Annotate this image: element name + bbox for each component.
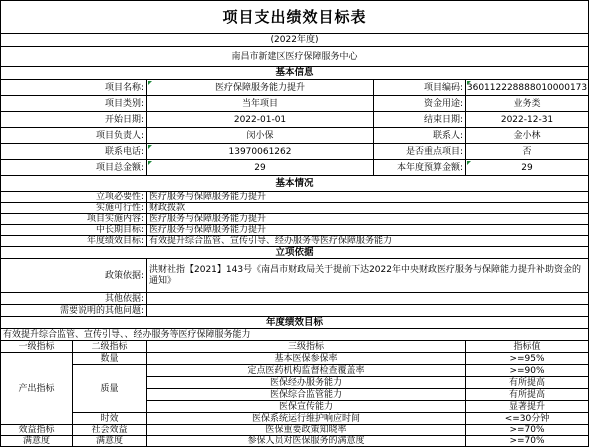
indicator-row xyxy=(147,389,589,401)
indicator-name: 定点医药机构监督检查覆盖率 xyxy=(147,365,466,376)
policy-value: 洪财社指【2021】143号《南昌市财政局关于提前下达2022年中央财政医疗服务与保障能力提升补助资金的通知》 xyxy=(147,259,589,292)
project-type-value: 当年项目 xyxy=(147,96,374,111)
level1-satisfaction: 满意度 xyxy=(0,436,73,447)
basic-row-6 xyxy=(0,160,589,176)
section-basic-situation xyxy=(0,176,589,192)
level1-benefit: 效益指标 xyxy=(0,425,73,436)
situation-label: 中长期目标: xyxy=(0,225,147,235)
indicator-value: >=90% xyxy=(466,365,589,376)
indicator-value: >=70% xyxy=(466,436,589,446)
section-annual-target xyxy=(0,317,589,329)
indicator-row xyxy=(147,401,589,413)
situation-label: 项目实施内容: xyxy=(0,214,147,224)
phone-value: 13970061262 xyxy=(147,144,374,159)
situation-row xyxy=(0,203,589,214)
indicator-name: 医保经办服务能力 xyxy=(147,377,466,388)
cell-comment-marker xyxy=(467,161,471,165)
project-code-value: 360112228888010000173 xyxy=(466,80,589,95)
level2-quantity: 数量 xyxy=(73,353,147,365)
project-type-label: 项目类别: xyxy=(0,96,147,111)
situation-value: 财政拨款 xyxy=(147,203,589,213)
situation-label: 立项必要性: xyxy=(0,192,147,202)
contact-value: 金小林 xyxy=(466,128,589,143)
section-title: 立项依据 xyxy=(0,247,589,258)
contact-label: 联系人: xyxy=(374,128,466,143)
project-name-value: 医疗保障服务能力提升 xyxy=(147,80,374,95)
indicator-name: 医保系统运行维护响应时间 xyxy=(147,413,466,424)
situation-value: 医疗服务与保障服务能力提升 xyxy=(147,214,589,224)
indicator-value: >=70% xyxy=(466,425,589,435)
title-row xyxy=(0,0,589,34)
value-header: 指标值 xyxy=(466,341,589,352)
end-date-label: 结束日期: xyxy=(374,112,466,127)
indicator-value: 显著提升 xyxy=(466,401,589,412)
level2-timeliness: 时效 xyxy=(73,413,147,425)
level3-header: 三级指标 xyxy=(147,341,466,352)
key-project-label: 是否重点项目: xyxy=(374,144,466,159)
other-basis-value xyxy=(147,293,589,304)
situation-row xyxy=(0,192,589,203)
basic-row-4 xyxy=(0,128,589,144)
phone-label: 联系电话: xyxy=(0,144,147,159)
fund-use-label: 资金用途: xyxy=(374,96,466,111)
basic-row-1 xyxy=(0,80,589,96)
total-amount-label: 项目总金额: xyxy=(0,160,147,175)
fund-use-value: 业务类 xyxy=(466,96,589,111)
project-name-label: 项目名称: xyxy=(0,80,147,95)
cell-comment-marker xyxy=(148,145,152,149)
situation-label: 实施可行性: xyxy=(0,203,147,213)
project-code-label: 项目编码: xyxy=(374,80,466,95)
level2-social: 社会效益 xyxy=(73,425,147,436)
section-title: 基本情况 xyxy=(0,176,589,191)
section-title: 基本信息 xyxy=(0,67,589,79)
indicator-name: 医保宣传能力 xyxy=(147,401,466,412)
annual-target-text: 有效提升综合监管、宣传引导、、经办服务等医疗保障服务能力 xyxy=(0,329,589,340)
cell-comment-marker xyxy=(148,161,152,165)
level1-output: 产出指标 xyxy=(0,353,73,425)
policy-row xyxy=(0,259,589,293)
key-project-value: 否 xyxy=(466,144,589,159)
situation-label: 年度绩效目标: xyxy=(0,236,147,246)
end-date-value: 2022-12-31 xyxy=(466,112,589,127)
cell-comment-marker xyxy=(148,81,152,85)
org-name: 南昌市新建区医疗保障服务中心 xyxy=(0,47,589,66)
level1-header: 一级指标 xyxy=(0,341,73,352)
indicator-value: 有所提高 xyxy=(466,389,589,400)
other-note-value xyxy=(147,305,589,316)
situation-value: 医疗服务与保障服务能力提升 xyxy=(147,192,589,202)
section-basis xyxy=(0,247,589,259)
level2-satisfaction: 满意度 xyxy=(73,436,147,447)
indicator-name: 医保综合监管能力 xyxy=(147,389,466,400)
owner-label: 项目负责人: xyxy=(0,128,147,143)
indicator-row xyxy=(147,377,589,389)
situation-value: 医疗服务与保障服务能力提升 xyxy=(147,225,589,235)
indicator-row xyxy=(147,353,589,365)
section-basic-info xyxy=(0,67,589,80)
indicator-value: <=30分钟 xyxy=(466,413,589,424)
total-amount-value: 29 xyxy=(147,160,374,175)
indicator-header xyxy=(0,341,589,353)
situation-value: 有效提升综合监管、宣传引导、经办服务等医疗保障服务能力 xyxy=(147,236,589,246)
start-date-label: 开始日期: xyxy=(0,112,147,127)
other-basis-row xyxy=(0,293,589,305)
policy-label: 政策依据: xyxy=(0,259,147,292)
indicator-row xyxy=(147,365,589,377)
basic-row-3 xyxy=(0,112,589,128)
year-row xyxy=(0,34,589,47)
other-basis-label: 其他依据: xyxy=(0,293,147,304)
cell-comment-marker xyxy=(467,81,471,85)
situation-row xyxy=(0,225,589,236)
situation-row xyxy=(0,214,589,225)
budget-amount-label: 本年度预算金额: xyxy=(374,160,466,175)
owner-value: 闵小保 xyxy=(147,128,374,143)
level2-quality: 质量 xyxy=(73,365,147,413)
basic-row-2 xyxy=(0,96,589,112)
budget-amount-value: 29 xyxy=(466,160,589,175)
other-note-row xyxy=(0,305,589,317)
indicator-row xyxy=(147,425,589,436)
indicator-name: 医保重要政策知晓率 xyxy=(147,425,466,435)
page-title: 项目支出绩效目标表 xyxy=(0,1,589,33)
level2-header: 二级指标 xyxy=(73,341,147,352)
indicator-name: 基本医保参保率 xyxy=(147,353,466,364)
basic-row-5 xyxy=(0,144,589,160)
org-row xyxy=(0,47,589,67)
indicator-name: 参保人员对医保服务的满意度 xyxy=(147,436,466,446)
situation-row xyxy=(0,236,589,247)
year-label: (2022年度) xyxy=(0,34,589,46)
start-date-value: 2022-01-01 xyxy=(147,112,374,127)
indicator-row xyxy=(147,413,589,425)
other-note-label: 需要说明的其他问题: xyxy=(0,305,147,316)
section-title: 年度绩效目标 xyxy=(0,317,589,328)
annual-target-row xyxy=(0,329,589,341)
indicator-row xyxy=(147,436,589,447)
indicator-value: >=95% xyxy=(466,353,589,364)
indicator-value: 有所提高 xyxy=(466,377,589,388)
